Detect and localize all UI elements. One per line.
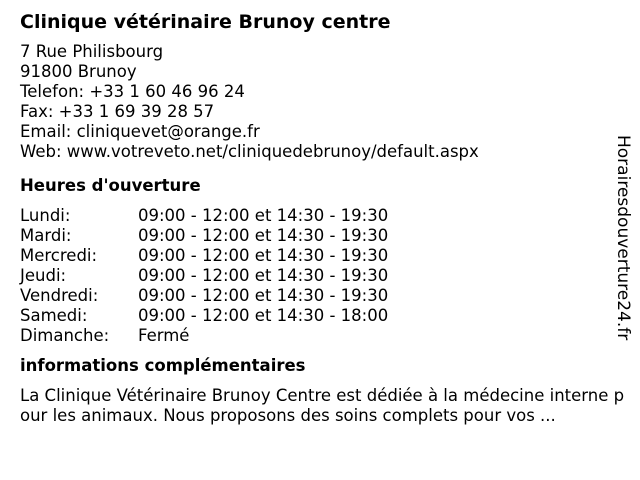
site-watermark: Horairesdouverture24.fr	[613, 135, 633, 341]
email-address: Email: cliniquevet@orange.fr	[20, 122, 260, 141]
hours-table	[20, 206, 610, 346]
hours-row	[20, 326, 610, 346]
hours-time: 09:00 - 12:00 et 14:30 - 19:30	[138, 206, 389, 225]
street-address: 7 Rue Philisbourg	[20, 42, 164, 61]
hours-time: 09:00 - 12:00 et 14:30 - 19:30	[138, 226, 389, 245]
fax-number: Fax: +33 1 69 39 28 57	[20, 102, 215, 121]
hours-row	[20, 306, 610, 326]
hours-day: Samedi:	[20, 306, 88, 325]
hours-row	[20, 266, 610, 286]
hours-day: Mardi:	[20, 226, 72, 245]
hours-time: Fermé	[138, 326, 190, 345]
hours-day: Mercredi:	[20, 246, 98, 265]
hours-time: 09:00 - 12:00 et 14:30 - 19:30	[138, 286, 389, 305]
phone-number: Telefon: +33 1 60 46 96 24	[20, 82, 245, 101]
hours-row	[20, 206, 610, 226]
hours-day: Jeudi:	[20, 266, 67, 285]
hours-day: Lundi:	[20, 206, 71, 225]
hours-day: Dimanche:	[20, 326, 110, 345]
hours-heading: Heures d'ouverture	[20, 176, 201, 195]
hours-time: 09:00 - 12:00 et 14:30 - 19:30	[138, 246, 389, 265]
hours-day: Vendredi:	[20, 286, 99, 305]
contact-block	[20, 42, 610, 162]
page-title: Clinique vétérinaire Brunoy centre	[20, 11, 391, 33]
city-postcode: 91800 Brunoy	[20, 62, 137, 81]
info-description: La Clinique Vétérinaire Brunoy Centre est dédiée à la médecine interne pour les animaux. Nous proposons des soins complets pour vos ...	[20, 386, 625, 425]
hours-row	[20, 246, 610, 266]
info-heading: informations complémentaires	[20, 356, 306, 375]
hours-time: 09:00 - 12:00 et 14:30 - 19:30	[138, 266, 389, 285]
website-url: Web: www.votreveto.net/cliniquedebrunoy/default.aspx	[20, 142, 479, 161]
hours-row	[20, 286, 610, 306]
hours-row	[20, 226, 610, 246]
hours-time: 09:00 - 12:00 et 14:30 - 18:00	[138, 306, 389, 325]
